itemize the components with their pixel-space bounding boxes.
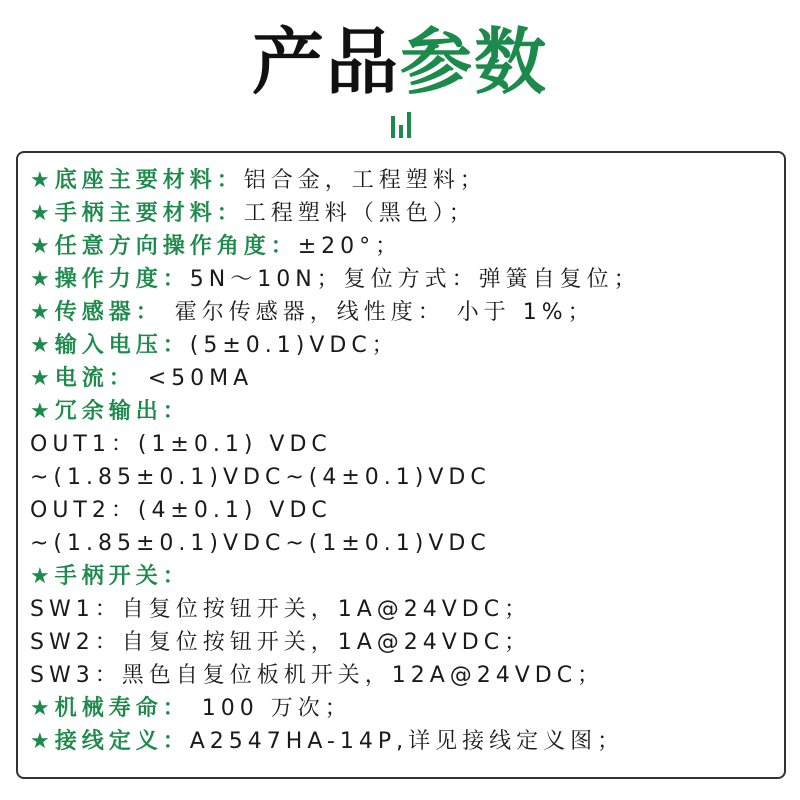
- title-green-part: 参数: [400, 20, 549, 104]
- spec-line-sw3: SW3：黑色自复位板机开关，12A@24VDC；: [30, 663, 605, 688]
- spec-line-redundant-output: [30, 395, 190, 428]
- spec-value: ±20°；: [297, 234, 403, 259]
- spec-line-out1: OUT1：(1±0.1) VDC: [30, 432, 332, 457]
- decoration-bar: [407, 112, 411, 138]
- spec-value: 铝合金，工程塑料；: [243, 168, 487, 193]
- spec-heading: 冗余输出：: [54, 399, 190, 424]
- spec-line-base-material: [30, 164, 487, 197]
- bars-decoration-icon: [391, 112, 413, 138]
- spec-line-current: [30, 362, 253, 395]
- spec-line-mechanical-life: [30, 692, 352, 725]
- spec-line-out2: OUT2：(4±0.1) VDC: [30, 498, 332, 523]
- spec-line-out2-range: ~(1.85±0.1)VDC~(1±0.1)VDC: [30, 531, 491, 556]
- spec-line-voltage: [30, 329, 399, 362]
- star-icon: ★: [30, 399, 55, 424]
- spec-heading: 手柄开关：: [54, 564, 190, 589]
- spec-heading: 机械寿命：: [54, 696, 190, 721]
- spec-line-wiring: [30, 725, 624, 758]
- spec-line-out1-range: ~(1.85±0.1)VDC~(4±0.1)VDC: [30, 465, 491, 490]
- spec-value: A2547HA-14P,详见接线定义图；: [189, 729, 625, 754]
- star-icon: ★: [30, 201, 55, 226]
- star-icon: ★: [30, 234, 55, 259]
- spec-heading: 接线定义：: [54, 729, 190, 754]
- spec-heading: 输入电压：: [54, 333, 190, 358]
- star-icon: ★: [30, 300, 55, 325]
- spec-line-sensor: [30, 296, 595, 329]
- spec-heading: 任意方向操作角度：: [54, 234, 298, 259]
- spec-heading: 操作力度：: [54, 267, 190, 292]
- spec-heading: 底座主要材料：: [54, 168, 244, 193]
- decoration-bar: [399, 125, 403, 138]
- spec-value: 5N～10N；复位方式：弹簧自复位；: [189, 267, 641, 292]
- spec-line-sw1: SW1：自复位按钮开关，1A@24VDC；: [30, 597, 532, 622]
- spec-value: 霍尔传感器，线性度： 小于 1%；: [162, 300, 595, 325]
- star-icon: ★: [30, 333, 55, 358]
- spec-heading: 传感器：: [54, 300, 163, 325]
- star-icon: ★: [30, 267, 55, 292]
- spec-line-handle-switch: [30, 560, 190, 593]
- page-title: [0, 22, 800, 102]
- decoration-bar: [391, 116, 395, 138]
- spec-line-angle: [30, 230, 402, 263]
- spec-heading: 电流：: [54, 366, 136, 391]
- spec-value: <50MA: [135, 366, 254, 391]
- spec-line-handle-material: [30, 197, 476, 230]
- spec-value: (5±0.1)VDC；: [189, 333, 399, 358]
- spec-value: 100 万次；: [189, 696, 352, 721]
- star-icon: ★: [30, 564, 55, 589]
- title-dark-part: 产品: [251, 20, 400, 104]
- spec-line-sw2: SW2：自复位按钮开关，1A@24VDC；: [30, 630, 532, 655]
- star-icon: ★: [30, 696, 55, 721]
- spec-value: 工程塑料（黑色）；: [243, 201, 476, 226]
- star-icon: ★: [30, 168, 55, 193]
- star-icon: ★: [30, 366, 55, 391]
- spec-line-force: [30, 263, 641, 296]
- star-icon: ★: [30, 729, 55, 754]
- spec-heading: 手柄主要材料：: [54, 201, 244, 226]
